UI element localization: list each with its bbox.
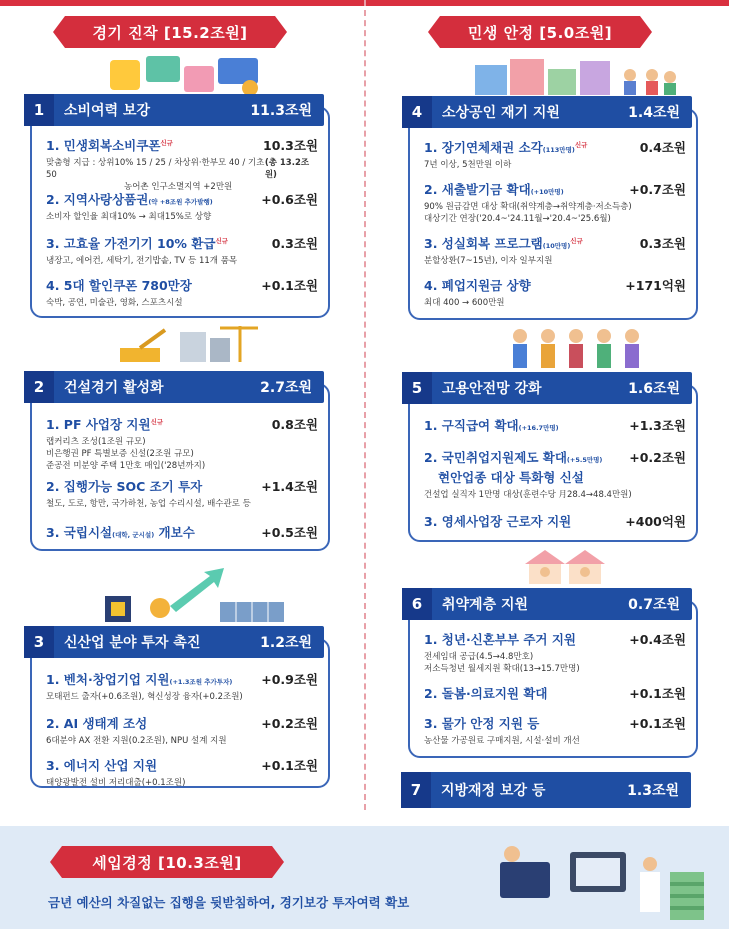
list-item — [424, 416, 686, 434]
section-header — [402, 588, 692, 620]
bottom-text: 금년 예산의 차질없는 집행을 뒷받침하여, 경기보강 투자여력 확보 — [48, 895, 410, 910]
family-illustration — [520, 546, 610, 586]
item-note: (+1.3조원 추가투자) — [169, 678, 233, 686]
item-value: +0.1조원 — [261, 278, 318, 293]
list-item — [46, 477, 318, 510]
list-item — [424, 684, 686, 702]
section-local-finance — [401, 772, 691, 808]
item-value-total: (총 13.2조원) — [264, 158, 310, 180]
item-sub: 6대분야 AX 전환 지원(0.2조원), NPU 설계 지원 — [46, 736, 227, 746]
left-banner: 경기 진작 [15.2조원] — [65, 16, 275, 48]
list-item — [424, 512, 686, 530]
section-small-business — [408, 103, 698, 320]
item-value: +0.9조원 — [261, 672, 318, 687]
item-sub: 랩커리츠 조성(1조원 규모) — [46, 437, 146, 447]
section-header — [402, 372, 692, 404]
item-label-line2: 현안업종 대상 특화형 신설 — [438, 470, 584, 485]
item-note: (10만명) — [542, 242, 571, 250]
list-item — [424, 276, 686, 309]
section-number: 7 — [401, 772, 431, 808]
list-item — [424, 448, 686, 501]
item-note: (113만명) — [542, 146, 575, 154]
section-employment — [408, 379, 698, 542]
section-title: 고용안전망 강화 — [442, 381, 542, 397]
item-label: 2. 돌봄·의료지원 확대 — [424, 686, 548, 701]
list-item — [424, 138, 686, 171]
section-number: 6 — [402, 588, 432, 620]
section-header — [24, 94, 324, 126]
new-tag: 신규 — [574, 140, 588, 149]
item-note: (약 +8조원 추가발행) — [148, 198, 213, 206]
section-vulnerable — [408, 595, 698, 758]
item-note: (+16.7만명) — [518, 424, 559, 432]
section-amount: 11.3조원 — [250, 103, 312, 119]
section-number: 1 — [24, 94, 54, 126]
item-sub: 철도, 도로, 항만, 국가하천, 농업 수리시설, 배수관로 등 — [46, 499, 251, 509]
item-sub: 태양광발전 설비 저리대출(+0.1조원) — [46, 778, 186, 788]
list-item — [46, 523, 318, 541]
item-label: 3. 고효율 가전기기 10% 환급 — [46, 236, 216, 251]
section-amount: 1.4조원 — [628, 105, 680, 121]
item-sub: 소비자 할인율 최대10% → 최대15%로 상향 — [46, 212, 212, 222]
item-label: 2. 지역사랑상품권 — [46, 192, 149, 207]
bottom-banner: 세입경정 [10.3조원] — [62, 846, 272, 878]
item-value: 0.4조원 — [639, 140, 686, 155]
item-value: +0.6조원 — [261, 192, 318, 207]
section-amount: 1.6조원 — [628, 381, 680, 397]
item-sub: 대상기간 연장('20.4~'24.11월→'20.4~'25.6월) — [424, 214, 611, 224]
list-item — [46, 756, 318, 789]
item-label-suffix: 개보수 — [154, 525, 195, 540]
item-sub: 최대 400 → 600만원 — [424, 298, 505, 308]
item-label: 2. 집행가능 SOC 조기 투자 — [46, 479, 203, 494]
new-tag: 신규 — [215, 236, 229, 245]
item-value: +0.2조원 — [261, 716, 318, 731]
new-tag: 신규 — [570, 236, 583, 245]
industry-illustration — [100, 566, 290, 626]
item-label: 3. 국립시설 — [46, 525, 113, 540]
item-label: 3. 성실회복 프로그램 — [424, 236, 543, 251]
section-title: 지방재정 보강 등 — [441, 783, 546, 799]
finance-illustration — [490, 832, 715, 924]
list-item — [46, 136, 318, 193]
section-title: 소비여력 보강 — [64, 103, 151, 119]
item-sub: 농어촌 인구소멸지역 +2만원 — [124, 182, 233, 192]
new-tag: 신규 — [160, 138, 173, 147]
list-item — [46, 234, 318, 267]
list-item — [424, 630, 686, 675]
item-label: 2. AI 생태계 조성 — [46, 716, 148, 731]
item-label: 1. 장기연체채권 소각 — [424, 140, 543, 155]
item-value: +0.1조원 — [261, 758, 318, 773]
item-value: +0.5조원 — [261, 525, 318, 540]
item-value: +171억원 — [625, 278, 686, 293]
item-value: +1.3조원 — [629, 418, 686, 433]
section-header — [24, 626, 324, 658]
workers-illustration — [500, 326, 650, 370]
new-tag: 신규 — [150, 417, 164, 426]
item-sub: 모태펀드 출자(+0.6조원), 혁신성장 융자(+0.2조원) — [46, 692, 243, 702]
item-value: 10.3조원 — [263, 138, 318, 153]
storefront-illustration — [470, 55, 680, 97]
item-label: 1. 구직급여 확대 — [424, 418, 519, 433]
item-sub: 준공전 미분양 주택 1만호 매입('28년까지) — [46, 461, 206, 471]
item-note: (+5.5만명) — [566, 456, 603, 464]
section-header — [24, 371, 324, 403]
item-sub: 분할상환(7~15년), 이자 일부지원 — [424, 256, 553, 266]
list-item — [46, 670, 318, 703]
list-item — [46, 714, 318, 747]
item-label: 3. 영세사업장 근로자 지원 — [424, 514, 572, 529]
section-number: 5 — [402, 372, 432, 404]
item-label: 3. 물가 안정 지원 등 — [424, 716, 540, 731]
item-value: +0.1조원 — [629, 716, 686, 731]
list-item — [424, 180, 686, 225]
item-sub: 전세임대 공급(4.5→4.8만호) — [424, 652, 534, 662]
list-item — [46, 190, 318, 223]
item-value: +1.4조원 — [261, 479, 318, 494]
section-amount: 1.2조원 — [260, 635, 312, 651]
item-value: +400억원 — [625, 514, 686, 529]
section-number: 2 — [24, 371, 54, 403]
section-title: 소상공인 재기 지원 — [442, 105, 560, 121]
section-title: 취약계층 지원 — [442, 597, 529, 613]
item-value: +0.2조원 — [629, 450, 686, 465]
item-value: 0.3조원 — [639, 236, 686, 251]
item-sub: 7년 이상, 5천만원 이하 — [424, 160, 512, 170]
coupon-illustration — [100, 50, 270, 98]
item-sub: 건설업 실직자 1만명 대상(훈련수당 月28.4→48.4만원) — [424, 490, 632, 500]
section-construction — [30, 378, 330, 551]
item-label: 1. 벤처·창업기업 지원 — [46, 672, 170, 687]
item-label: 3. 에너지 산업 지원 — [46, 758, 158, 773]
item-value: +0.4조원 — [629, 632, 686, 647]
item-sub: 숙박, 공연, 미술관, 영화, 스포츠시설 — [46, 298, 183, 308]
section-amount: 2.7조원 — [260, 380, 312, 396]
item-label: 1. PF 사업장 지원 — [46, 417, 151, 432]
right-banner: 민생 안정 [5.0조원] — [440, 16, 640, 48]
item-value: 0.8조원 — [271, 417, 318, 432]
item-value: +0.7조원 — [629, 182, 686, 197]
item-label: 4. 5대 할인쿠폰 780만장 — [46, 278, 192, 293]
item-sub: 냉장고, 에어컨, 세탁기, 전기밥솥, TV 등 11개 품목 — [46, 256, 238, 266]
item-label: 1. 민생회복소비쿠폰 — [46, 138, 161, 153]
section-consumption — [30, 101, 330, 318]
construction-illustration — [110, 322, 260, 366]
section-number: 4 — [402, 96, 432, 128]
section-header — [402, 96, 692, 128]
item-value: 0.3조원 — [271, 236, 318, 251]
section-title: 신산업 분야 투자 촉진 — [64, 635, 201, 651]
item-sub: 비은행권 PF 특별보증 신설(2조원 규모) — [46, 449, 194, 459]
item-value: +0.1조원 — [629, 686, 686, 701]
item-note: (+10만명) — [530, 188, 564, 196]
item-sub: 저소득청년 월세지원 확대(13→15.7만명) — [424, 664, 580, 674]
item-sub: 90% 원금감면 대상 확대(취약계층→취약계층·저소득층) — [424, 202, 632, 212]
section-amount: 1.3조원 — [627, 783, 679, 799]
item-label: 2. 새출발기금 확대 — [424, 182, 531, 197]
item-label: 4. 폐업지원금 상향 — [424, 278, 531, 293]
item-sub: 맞춤형 지급 : 상위10% 15 / 25 / 차상위·한부모 40 / 기초 50 — [46, 158, 265, 180]
section-new-industry — [30, 633, 330, 788]
list-item — [424, 714, 686, 747]
item-label: 1. 청년·신혼부부 주거 지원 — [424, 632, 577, 647]
center-divider — [364, 0, 366, 810]
item-note: (대학, 군시설) — [112, 531, 155, 539]
section-amount: 0.7조원 — [628, 597, 680, 613]
item-sub: 농산물 가공원료 구매지원, 시설·설비 개선 — [424, 736, 580, 746]
list-item — [46, 415, 318, 472]
section-title: 건설경기 활성화 — [64, 380, 164, 396]
section-number: 3 — [24, 626, 54, 658]
item-label: 2. 국민취업지원제도 확대 — [424, 450, 567, 465]
list-item — [424, 234, 686, 267]
list-item — [46, 276, 318, 309]
